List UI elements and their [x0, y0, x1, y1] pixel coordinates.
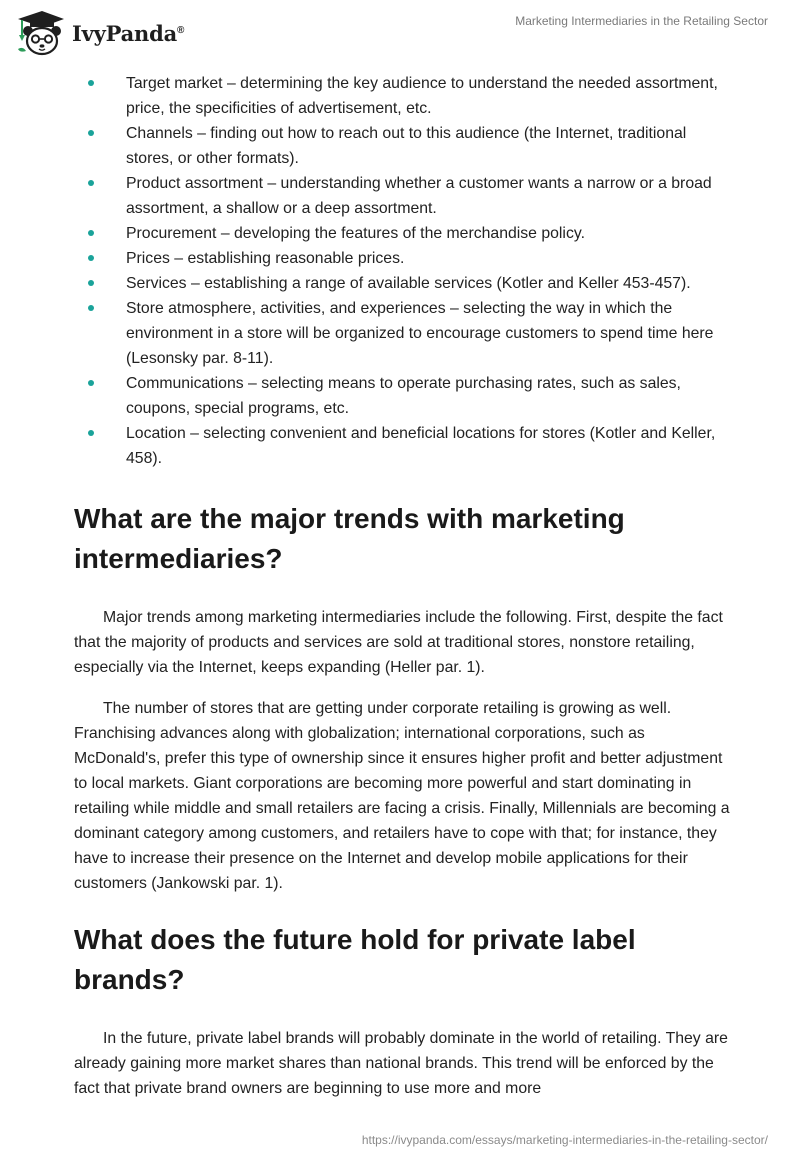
source-url[interactable]: https://ivypanda.com/essays/marketing-intermediaries-in-the-retailing-sector/ [361, 1133, 768, 1147]
retail-mix-list [74, 71, 734, 471]
list-item: Store atmosphere, activities, and experiences – selecting the way in which the environment in a store will be organized to encourage customers to spend time here (Lesonsky par. 8-11). [74, 296, 734, 371]
bullet-icon [88, 380, 94, 386]
bullet-icon [88, 305, 94, 311]
list-item: Services – establishing a range of available services (Kotler and Keller 453-457). [74, 271, 734, 296]
paragraph: The number of stores that are getting under corporate retailing is growing as well. Franchising advances along with globalization; international corporations, such as McDonald's, prefer this type of ownership since it ensures higher profit and better adjustment to local markets. Giant corporations are becoming more powerful and start dominating in retailing while middle and small retailers are facing a crisis. Finally, Millennials are becoming a dominant category among customers, and retailers have to cope with that; for instance, they have to increase their presence on the Internet and develop mobile applications for their customers (Jankowski par. 1). [74, 700, 730, 892]
paragraph: Major trends among marketing intermediaries include the following. First, despite the fact that the majority of products and services are sold at traditional stores, nonstore retailing, especially via the Internet, keeps expanding (Heller par. 1). [74, 609, 723, 676]
list-item: Communications – selecting means to operate purchasing rates, such as sales, coupons, special programs, etc. [74, 371, 734, 421]
brand-name: IvyPanda® [72, 20, 185, 46]
bullet-icon [88, 255, 94, 261]
list-item: Target market – determining the key audience to understand the needed assortment, price, the specificities of advertisement, etc. [74, 71, 734, 121]
list-item: Product assortment – understanding whether a customer wants a narrow or a broad assortment, a shallow or a deep assortment. [74, 171, 734, 221]
bullet-icon [88, 280, 94, 286]
bullet-icon [88, 180, 94, 186]
page-header [0, 0, 800, 70]
panda-graduate-icon [14, 9, 66, 57]
paragraph: In the future, private label brands will probably dominate in the world of retailing. They are already gaining more market shares than national brands. This trend will be enforced by the fact that private brand owners are beginning to use more and more [74, 1030, 728, 1097]
bullet-icon [88, 430, 94, 436]
list-item: Channels – finding out how to reach out to this audience (the Internet, traditional stores, or other formats). [74, 121, 734, 171]
document-title: Marketing Intermediaries in the Retailing Sector [515, 14, 768, 28]
bullet-icon [88, 230, 94, 236]
bullet-icon [88, 80, 94, 86]
section-heading-private-label: What does the future hold for private label brands? [74, 924, 636, 995]
list-item: Prices – establishing reasonable prices. [74, 246, 734, 271]
list-item: Location – selecting convenient and beneficial locations for stores (Kotler and Keller, 458). [74, 421, 734, 471]
ivypanda-logo[interactable] [14, 9, 184, 57]
section-heading-trends: What are the major trends with marketing intermediaries? [74, 503, 625, 574]
essay-content [74, 71, 734, 1101]
list-item: Procurement – developing the features of the merchandise policy. [74, 221, 734, 246]
bullet-icon [88, 130, 94, 136]
